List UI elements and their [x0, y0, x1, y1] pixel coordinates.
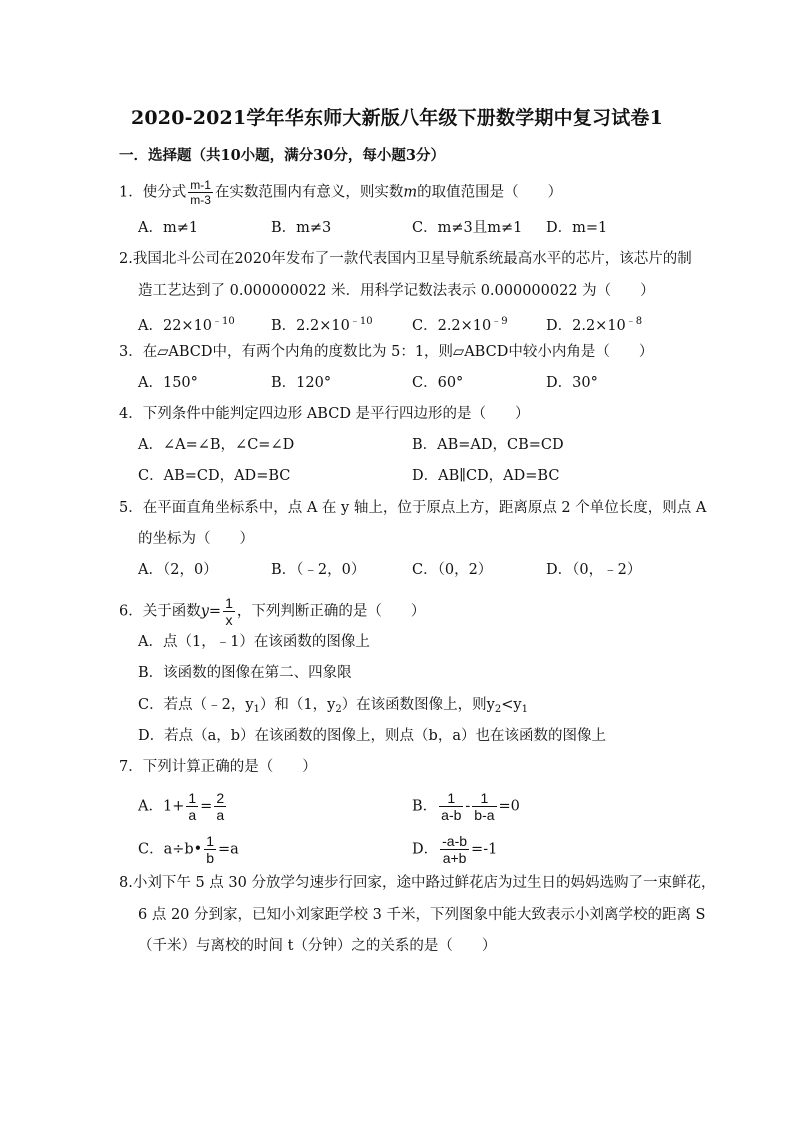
q1-option-b: B．m≠3	[271, 220, 332, 236]
fraction: $\frac{1}{a}$	[188, 790, 197, 823]
q2-option-b: B．$2.2\times 10^{﹣10}$	[271, 316, 373, 334]
q1-option-d: D．m=1	[546, 220, 608, 236]
q5-option-b: B．（﹣2，0）	[271, 562, 366, 578]
question-6: 6．关于函数y= $\frac{1}{x}$ ，下列判断正确的是（ ）	[119, 595, 426, 628]
fraction: $\frac{m-1}{m-3}$	[190, 178, 211, 207]
q2-option-a: A．$22\times 10^{﹣10}$	[138, 316, 235, 334]
q2-option-d: D．$2.2\times 10^{﹣8}$	[546, 316, 643, 334]
q3-option-d: D．30°	[546, 375, 598, 391]
question-8-line-2: 6 点 20 分到家，已知小刘家距学校 3 千米，下列图象中能大致表示小刘离学校的距离 S	[138, 907, 706, 923]
section-heading: 一．选择题（共10小题，满分30分，每小题3分）	[119, 147, 445, 164]
q1-option-c: C．m≠3且m≠1	[412, 220, 523, 236]
q6-option-d: D．若点（a，b）在该函数的图像上，则点（b，a）也在该函数的图像上	[138, 728, 606, 744]
q6-option-c: C．若点（﹣2，$y_1$）和（1，$y_2$）在该函数图像上，则$y_2<y_1$	[138, 697, 528, 715]
q5-option-c: C．（0，2）	[412, 562, 493, 578]
q3-option-a: A．150°	[138, 375, 198, 391]
question-2-line-1: 2.我国北斗公司在2020年发布了一款代表国内卫星导航系统最高水平的芯片，该芯片的制	[119, 251, 692, 267]
q3-option-c: C．60°	[412, 375, 464, 391]
q6-option-b: B．该函数的图像在第二、四象限	[138, 665, 352, 681]
question-4: 4．下列条件中能判定四边形 ABCD 是平行四边形的是（ ）	[119, 406, 530, 422]
fraction: $\frac{1}{a-b}$	[441, 790, 462, 823]
question-8-line-3: （千米）与离校的时间 t（分钟）之的关系的是（ ）	[138, 938, 497, 954]
fraction: $\frac{1}{b}$	[206, 833, 215, 866]
q7-option-a: A．1+ $\frac{1}{a}$ = $\frac{2}{a}$	[138, 790, 225, 823]
page-title: 2020-2021学年华东师大新版八年级下册数学期中复习试卷1	[130, 107, 664, 129]
fraction: $\frac{1}{b-a}$	[474, 790, 495, 823]
fraction: $\frac{2}{a}$	[216, 790, 225, 823]
q4-option-c: C．AB=CD，AD=BC	[138, 468, 291, 484]
q3-option-b: B．120°	[271, 375, 332, 391]
q5-option-a: A．（2，0）	[138, 562, 218, 578]
q7-option-b: B． $\frac{1}{a-b}$ - $\frac{1}{b-a}$ =0	[412, 790, 520, 823]
question-8-line-1: 8.小刘下午 5 点 30 分放学匀速步行回家，途中路过鲜花店为过生日的妈妈选购了一束鲜花，	[119, 875, 716, 891]
q7-option-d: D． $\frac{-a-b}{a+b}$ =-1	[412, 833, 498, 866]
fraction: $\frac{-a-b}{a+b}$	[442, 833, 468, 866]
question-3: 3．在▱ABCD中，有两个内角的度数比为 5：1，则▱ABCD中较小内角是（ ）	[119, 344, 654, 360]
question-5-line-2: 的坐标为（ ）	[138, 531, 254, 547]
question-5-line-1: 5．在平面直角坐标系中，点 A 在 y 轴上，位于原点上方，距离原点 2 个单位长度，则点 A	[119, 500, 707, 516]
q4-option-d: D．AB∥CD，AD=BC	[412, 468, 560, 484]
q2-option-c: C．$2.2\times 10^{﹣9}$	[412, 316, 508, 334]
question-1: 1．使分式 $\frac{m-1}{m-3}$ 在实数范围内有意义，则实数m的取值范围是（ ）	[119, 178, 563, 207]
question-7: 7．下列计算正确的是（ ）	[119, 759, 317, 775]
question-2-line-2: 造工艺达到了 0.000000022 米．用科学记数法表示 0.000000022 为（ ）	[138, 283, 655, 299]
q4-option-a: A．∠A=∠B，∠C=∠D	[138, 437, 295, 453]
q4-option-b: B．AB=AD，CB=CD	[412, 437, 564, 453]
q5-option-d: D．（0，﹣2）	[546, 562, 642, 578]
q7-option-c: C．a÷b• $\frac{1}{b}$ =a	[138, 833, 239, 866]
q6-option-a: A．点（1，﹣1）在该函数的图像上	[138, 634, 370, 650]
q1-option-a: A．m≠1	[138, 220, 199, 236]
fraction: $\frac{1}{x}$	[225, 595, 233, 628]
